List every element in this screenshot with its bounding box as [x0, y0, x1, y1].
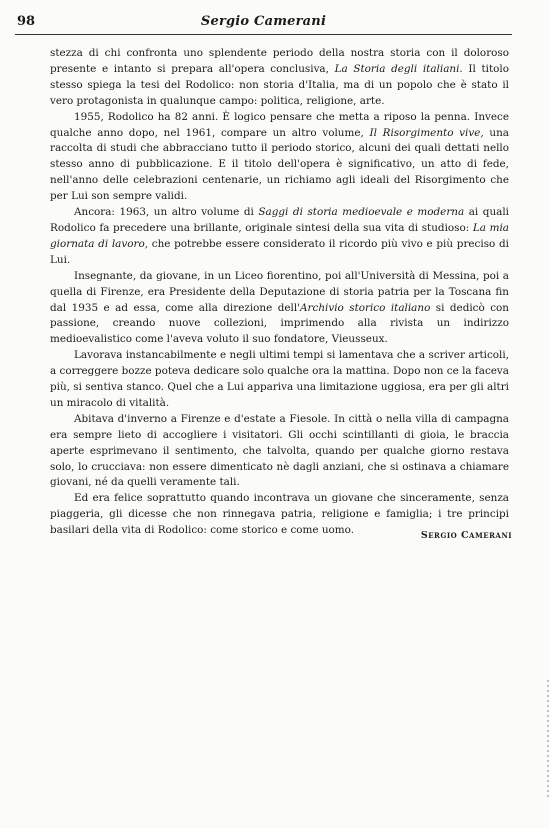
text-run: Ed era felice soprattutto quando incontrava un giovane che sinceramente, senza piaggeria, gli dicesse che non rinnegava patria, religione e famiglia; i tre principi basilari della vita di Rodolico: come storico e come uomo.	[50, 492, 509, 537]
paragraph	[50, 348, 509, 412]
italic-title: La mia giornata di lavoro,	[50, 221, 509, 250]
text-run: 1955, Rodolico ha 82 anni. È logico pensare che metta a riposo la penna. Invece qualche anno dopo, nel 1961, compare un altro volume,	[50, 110, 509, 139]
page-number: 98	[17, 14, 36, 29]
text-run: Il titolo stesso spiega la tesi del Rodolico: non storia d'Italia, ma di un popolo che è stato il vero protagonista in qualunque campo: politica, religione, arte.	[50, 62, 510, 107]
italic-title: Il Risorgimento vive,	[369, 126, 484, 139]
text-run: Insegnante, da giovane, in un Liceo fiorentino, poi all'Università di Messina, poi a quella di Firenze, era Presidente della Deputazione di storia patria per la Toscana fin dal 1935 e ad essa, come alla direzione dell'	[50, 269, 509, 314]
text-run: ai quali Rodolico fa precedere una brillante, originale sintesi della sua vita di studioso:	[50, 206, 509, 234]
scan-edge-artifact	[547, 680, 549, 800]
page-header	[15, 12, 512, 35]
text-run: una raccolta di studi che abbracciano tutto il periodo storico, alcuni dei quali dettati nello stesso anno di pubblicazione. E il titolo dell'opera è significativo, un atto di fede, nell'anno delle celebrazioni centenarie, un richiamo agli ideali del Risorgimento che per Lui son sempre validi.	[50, 126, 509, 203]
text-run: Ancora: 1963, un altro volume di	[74, 206, 259, 219]
running-head: Sergio Camerani	[200, 14, 327, 29]
author-signature: Sergio Camerani	[420, 530, 512, 541]
paragraph	[50, 46, 509, 110]
paragraph	[50, 110, 509, 205]
article-body	[50, 46, 509, 539]
text-run: si dedicò con passione, creando nuove collezioni, imprimendo alla rivista un indirizzo medioevalistico come l'aveva voluto il suo fondatore, Vieusseux.	[50, 301, 509, 346]
italic-title: Archivio storico italiano	[300, 301, 431, 314]
paragraph	[50, 205, 509, 269]
text-run: Lavorava instancabilmente e negli ultimi tempi si lamentava che a scriver articoli, a correggere bozze poteva dedicare solo qualche ora la mattina. Dopo non ce la faceva più, si sentiva stanco. Quel che a Lui appariva una limitazione uggiosa, era per gli altri un miracolo di vitalità.	[50, 349, 509, 409]
paragraph	[50, 412, 509, 492]
italic-title: Saggi di storia medioevale e moderna	[258, 206, 465, 219]
text-run: stezza di chi confronta uno splendente periodo della nostra storia con il doloroso presente e intanto si prepara all'opera conclusiva,	[50, 47, 509, 75]
text-run: Abitava d'inverno a Firenze e d'estate a Fiesole. In città o nella villa di campagna era sempre lieto di accogliere i visitatori. Gli occhi scintillanti di gioia, le braccia aperte esprimevano il sentimento, che talvolta, quando per qualche giorno restava solo, lo crucciava: non essere dimenticato nè dagli anziani, che si ostinava a chiamare giovani, né da quelli veramente tali.	[50, 412, 509, 489]
text-run: che potrebbe essere considerato il ricordo più vivo e più preciso di Lui.	[50, 237, 509, 266]
italic-title: La Storia degli italiani.	[334, 62, 463, 75]
paragraph	[50, 269, 509, 349]
